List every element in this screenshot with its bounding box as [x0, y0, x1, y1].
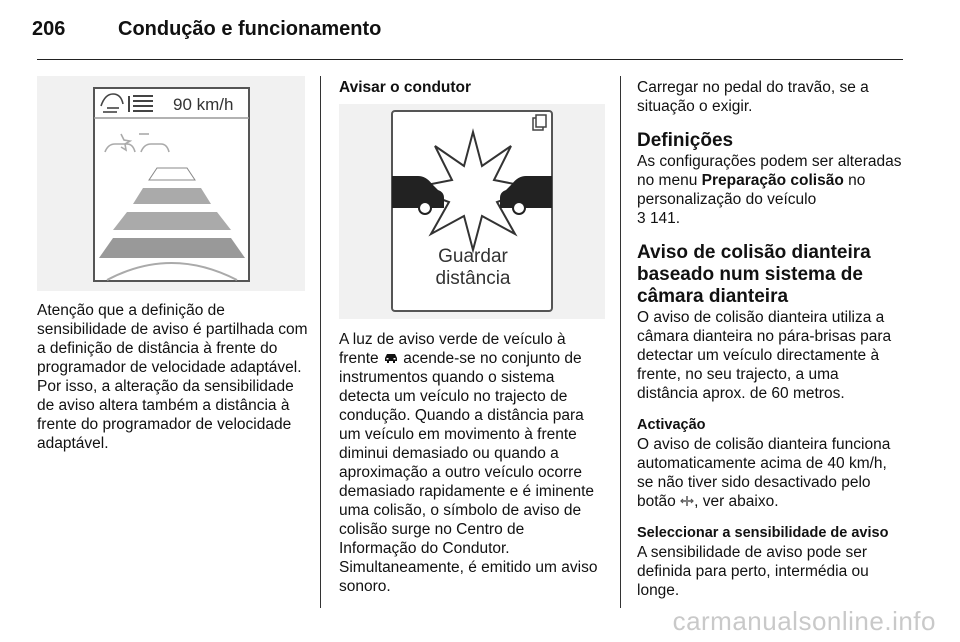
section-heading-aviso-camara: Aviso de colisão dianteira baseado num sistema de câmara dianteira	[637, 242, 871, 307]
settings-text: As configurações podem ser alteradas no menu Preparação colisão no personalização do veículo 3 141.	[637, 153, 902, 227]
section-heading-definicoes: Definições	[637, 130, 734, 151]
column-2	[339, 78, 607, 97]
vehicle-ahead-icon	[383, 352, 399, 364]
section-heading-avisar: Avisar o condutor	[339, 79, 472, 96]
activation-text: O aviso de colisão dianteira funciona automaticamente acima de 40 km/h, se não tiver sido desactivado pelo botão , ver abaixo.	[637, 436, 891, 510]
distance-bar-4	[99, 238, 245, 258]
page-reference: 3 141.	[637, 210, 681, 227]
warning-text-line2: distância	[435, 268, 511, 289]
collision-warning-figure	[339, 104, 605, 319]
subheading-sensibilidade: Seleccionar a sensibilidade de aviso	[637, 525, 889, 541]
acc-distance-display-figure	[37, 76, 305, 291]
header-rule	[37, 59, 903, 60]
camera-description: O aviso de colisão dianteira utiliza a câmara dianteira no pára-brisas para detectar um veículo directamente à frente, no seu trajecto, a uma distância aprox. de 60 metros.	[637, 309, 892, 402]
distance-bar-2	[133, 188, 211, 204]
sensitivity-note: Atenção que a definição de sensibilidade de aviso é partilhada com a definição de distância à frente do programador de velocidade adaptável. Por isso, a alteração da sensibilidade de aviso altera também a distância à frente do programador de velocidade adaptável.	[37, 302, 308, 452]
column-1	[37, 301, 309, 453]
brake-advice: Carregar no pedal do travão, se a situação o exigir.	[637, 79, 869, 115]
warning-text-line1: Guardar	[438, 246, 508, 267]
column-divider-1	[320, 76, 321, 608]
page-title: Condução e funcionamento	[118, 18, 382, 40]
distance-bar-3	[113, 212, 231, 230]
watermark: carmanualsonline.info	[672, 606, 936, 636]
distance-bar-1	[149, 168, 195, 180]
sensitivity-options-text: A sensibilidade de aviso pode ser definida para perto, intermédia ou longe.	[637, 544, 869, 599]
warning-description: A luz de aviso verde de veículo à frente acende-se no conjunto de instrumentos quando o sistema detecta um veículo no trajecto de condução. Quando a distância para um veículo em movimento à frente diminui demasiado ou quando a aproximação a outro veículo ocorre demasiado rapidamente e é iminente uma colisão, o símbolo de aviso de colisão surge no Centro de Informação do Condutor. Simultaneamente, é emitido um aviso sonoro.	[339, 331, 598, 595]
column-2-body	[339, 330, 605, 596]
collision-warning-illustration	[339, 104, 605, 319]
speed-readout: 90 km/h	[173, 95, 234, 114]
acc-display-illustration	[37, 76, 305, 291]
column-divider-2	[620, 76, 621, 608]
subheading-activacao: Activação	[637, 417, 706, 433]
page-number: 206	[32, 18, 66, 40]
collision-alert-button-icon	[680, 495, 694, 507]
column-3	[637, 78, 903, 600]
